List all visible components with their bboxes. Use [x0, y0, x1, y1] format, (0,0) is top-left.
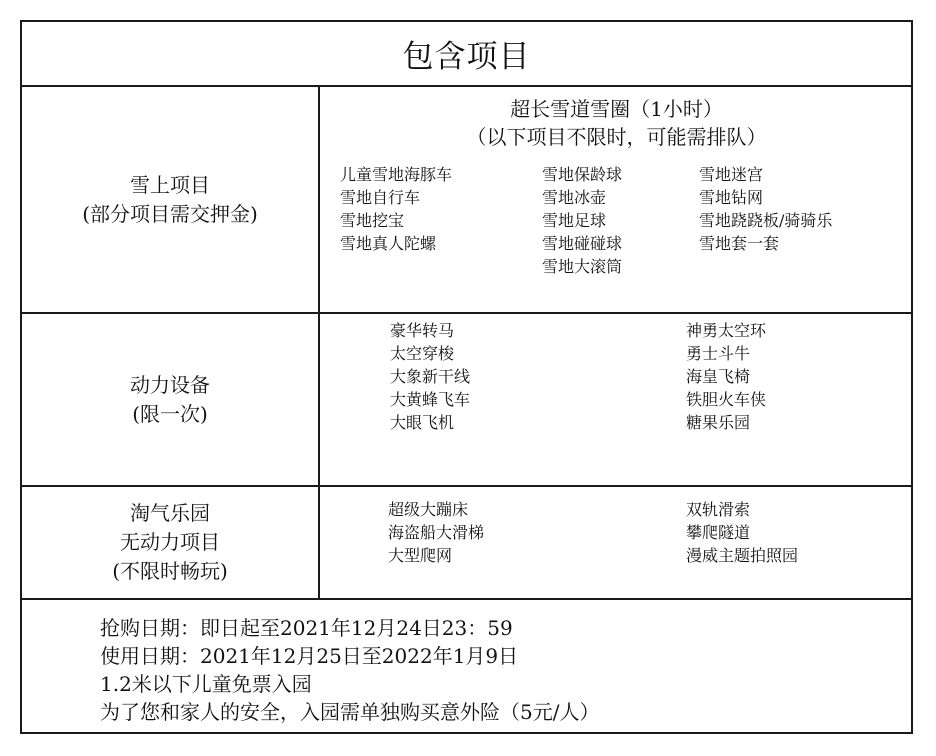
list-item: 太空穿梭	[390, 344, 455, 363]
list-item: 雪地自行车	[340, 188, 421, 207]
power-list-1	[390, 318, 470, 433]
category-subname: 无动力项目	[120, 530, 220, 554]
list-item: 大象新干线	[390, 367, 471, 386]
divider	[22, 598, 911, 600]
list-item: 雪地足球	[542, 211, 607, 230]
list-item: 雪地保龄球	[542, 165, 623, 184]
snow-list-3	[699, 162, 832, 254]
items-table	[20, 20, 913, 734]
list-item: 大眼飞机	[390, 413, 455, 432]
category-name: 动力设备	[130, 372, 210, 397]
insurance-note: 为了您和家人的安全，入园需单独购买意外险（5元/人）	[100, 700, 600, 724]
list-item: 海皇飞椅	[686, 367, 751, 386]
category-name: 淘气乐园	[130, 501, 210, 525]
snow-headline: 超长雪道雪圈（1小时）	[510, 97, 723, 121]
list-item: 雪地碰碰球	[542, 234, 623, 253]
snow-header	[320, 95, 913, 151]
list-item: 大黄蜂飞车	[390, 390, 471, 409]
list-item: 超级大蹦床	[388, 500, 469, 519]
list-item: 双轨滑索	[686, 500, 751, 519]
list-item: 雪地钻网	[699, 188, 764, 207]
list-item: 雪地大滚筒	[542, 257, 623, 276]
list-item: 豪华转马	[390, 321, 455, 340]
purchase-date: 抢购日期：即日起至2021年12月24日23：59	[100, 616, 513, 640]
child-policy: 1.2米以下儿童免票入园	[100, 672, 312, 696]
list-item: 神勇太空环	[686, 321, 767, 340]
category-note: (限一次)	[132, 401, 208, 426]
list-item: 攀爬隧道	[686, 523, 751, 542]
list-item: 海盗船大滑梯	[388, 523, 485, 542]
list-item: 雪地冰壶	[542, 188, 607, 207]
list-item: 雪地真人陀螺	[340, 234, 437, 253]
snow-list-1	[340, 162, 452, 254]
column-divider	[318, 85, 320, 600]
list-item: 糖果乐园	[686, 413, 751, 432]
list-item: 大型爬网	[388, 546, 453, 565]
snow-note: （以下项目不限时，可能需排队）	[466, 125, 767, 149]
page-title: 包含项目	[402, 39, 531, 75]
list-item: 铁胆火车侠	[686, 390, 767, 409]
park-list-1	[388, 497, 484, 566]
power-category-label	[22, 314, 318, 485]
park-list-2	[686, 497, 798, 566]
category-note: (不限时畅玩)	[112, 559, 228, 583]
list-item: 儿童雪地海豚车	[340, 165, 453, 184]
power-list-2	[686, 318, 766, 433]
list-item: 雪地挖宝	[340, 211, 405, 230]
snow-category-label	[22, 87, 318, 312]
list-item: 雪地迷宫	[699, 165, 764, 184]
list-item: 雪地套一套	[699, 234, 780, 253]
list-item: 漫威主题拍照园	[686, 546, 799, 565]
usage-date: 使用日期：2021年12月25日至2022年1月9日	[100, 644, 519, 668]
park-category-label	[22, 487, 318, 598]
snow-list-2	[542, 162, 622, 277]
list-item: 勇士斗牛	[686, 344, 751, 363]
category-name: 雪上项目	[130, 172, 210, 197]
category-note: (部分项目需交押金)	[82, 201, 258, 226]
purchase-info	[100, 614, 599, 726]
list-item: 雪地跷跷板/骑骑乐	[699, 211, 833, 230]
